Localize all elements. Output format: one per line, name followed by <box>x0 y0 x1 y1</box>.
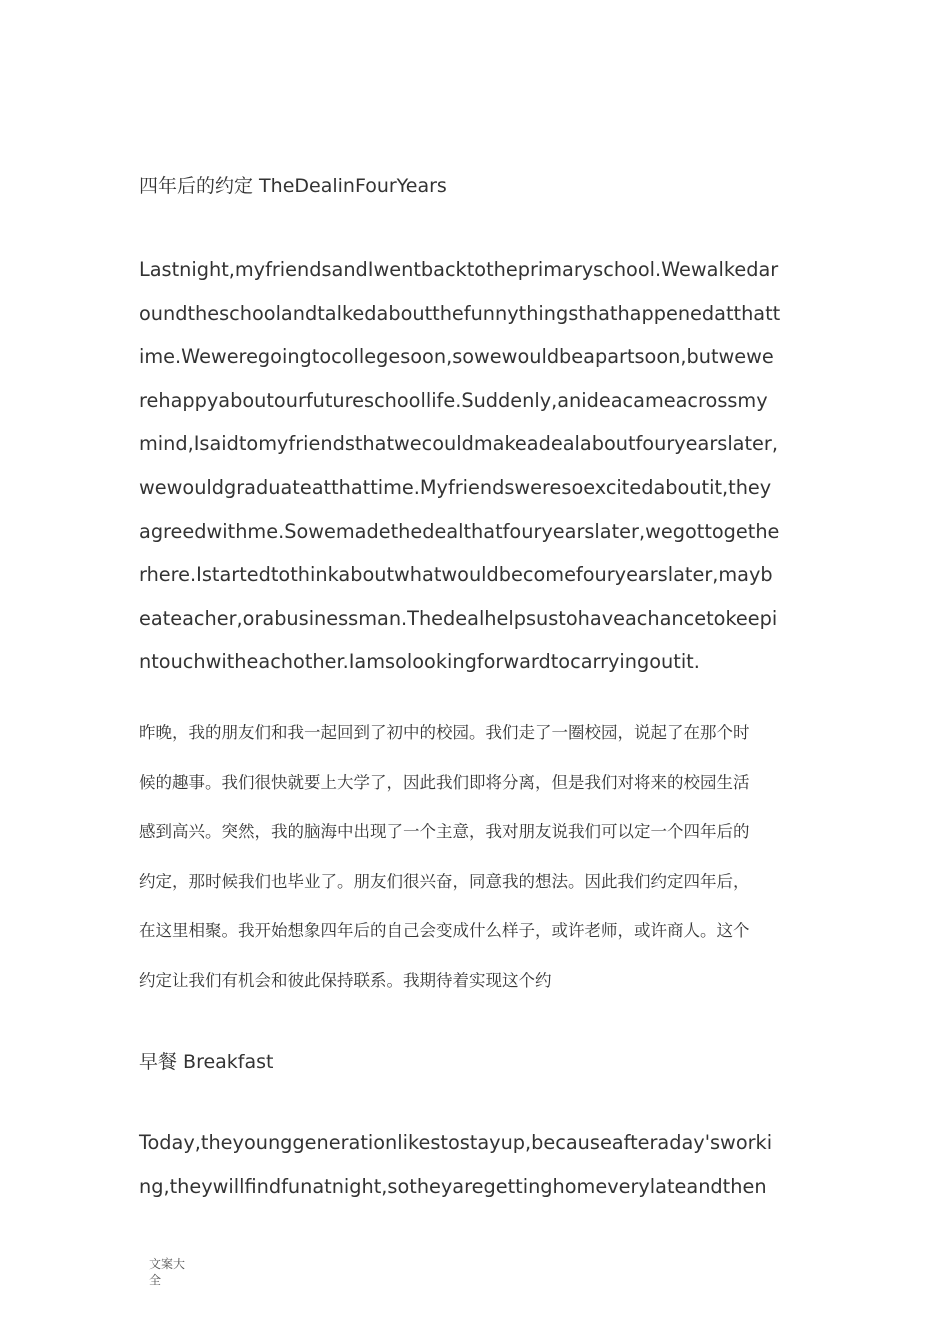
paragraph-line: Lastnight,myfriendsandIwentbacktotheprimaryschool.Wewalkedar <box>139 258 779 281</box>
paragraph-line: 在这里相聚。我开始想象四年后的自己会变成什么样子，或许老师，或许商人。这个 <box>139 921 750 941</box>
english-paragraph <box>139 1121 819 1208</box>
paragraph-line: Today,theyounggenerationlikestostayup,becauseafteraday'sworki <box>139 1131 773 1154</box>
paragraph-line: ng,theywillfindfunatnight,sotheyaregettinghomeverylateandthen <box>139 1174 767 1198</box>
paragraph-line: ime.Weweregoingtocollegesoon,sowewouldbeapartsoon,butwewe <box>139 345 774 369</box>
paragraph-line: mind,Isaidtomyfriendsthatwecouldmakeadealaboutfouryearslater, <box>139 432 778 456</box>
footer-text: 全 <box>149 1273 162 1287</box>
english-paragraph <box>139 248 819 684</box>
paragraph-line: 昨晚，我的朋友们和我一起回到了初中的校园。我们走了一圈校园，说起了在那个时 <box>139 723 750 742</box>
chinese-paragraph <box>139 708 819 1006</box>
article-title: 四年后的约定 TheDealinFourYears <box>139 175 447 197</box>
paragraph-line: rehappyaboutourfutureschoollife.Suddenly,anideacameacrossmy <box>139 388 768 412</box>
paragraph-line: rhere.Istartedtothinkaboutwhatwouldbecomefouryearslater,mayb <box>139 563 773 587</box>
page-footer <box>149 1256 185 1288</box>
paragraph-line: 约定，那时候我们也毕业了。朋友们很兴奋，同意我的想法。因此我们约定四年后， <box>139 871 750 891</box>
paragraph-line: 约定让我们有机会和彼此保持联系。我期待着实现这个约 <box>139 970 552 990</box>
paragraph-line: oundtheschoolandtalkedaboutthefunnythingsthathappenedatthatt <box>139 301 781 325</box>
paragraph-line: wewouldgraduateatthattime.Myfriendsweresoexcitedaboutit,they <box>139 475 772 499</box>
article-title: 早餐 Breakfast <box>139 1051 274 1073</box>
paragraph-line: agreedwithme.Sowemadethedealthatfouryearslater,wegottogethe <box>139 519 780 543</box>
footer-text: 文案大 <box>149 1257 186 1271</box>
paragraph-line: eateacher,orabusinessman.Thedealhelpsustohaveachancetokeepi <box>139 606 778 630</box>
paragraph-line: 候的趣事。我们很快就要上大学了，因此我们即将分离，但是我们对将来的校园生活 <box>139 772 750 792</box>
paragraph-line: 感到高兴。突然，我的脑海中出现了一个主意，我对朋友说我们可以定一个四年后的 <box>139 822 750 842</box>
paragraph-line: ntouchwitheachother.Iamsolookingforwardtocarryingoutit. <box>139 650 700 674</box>
